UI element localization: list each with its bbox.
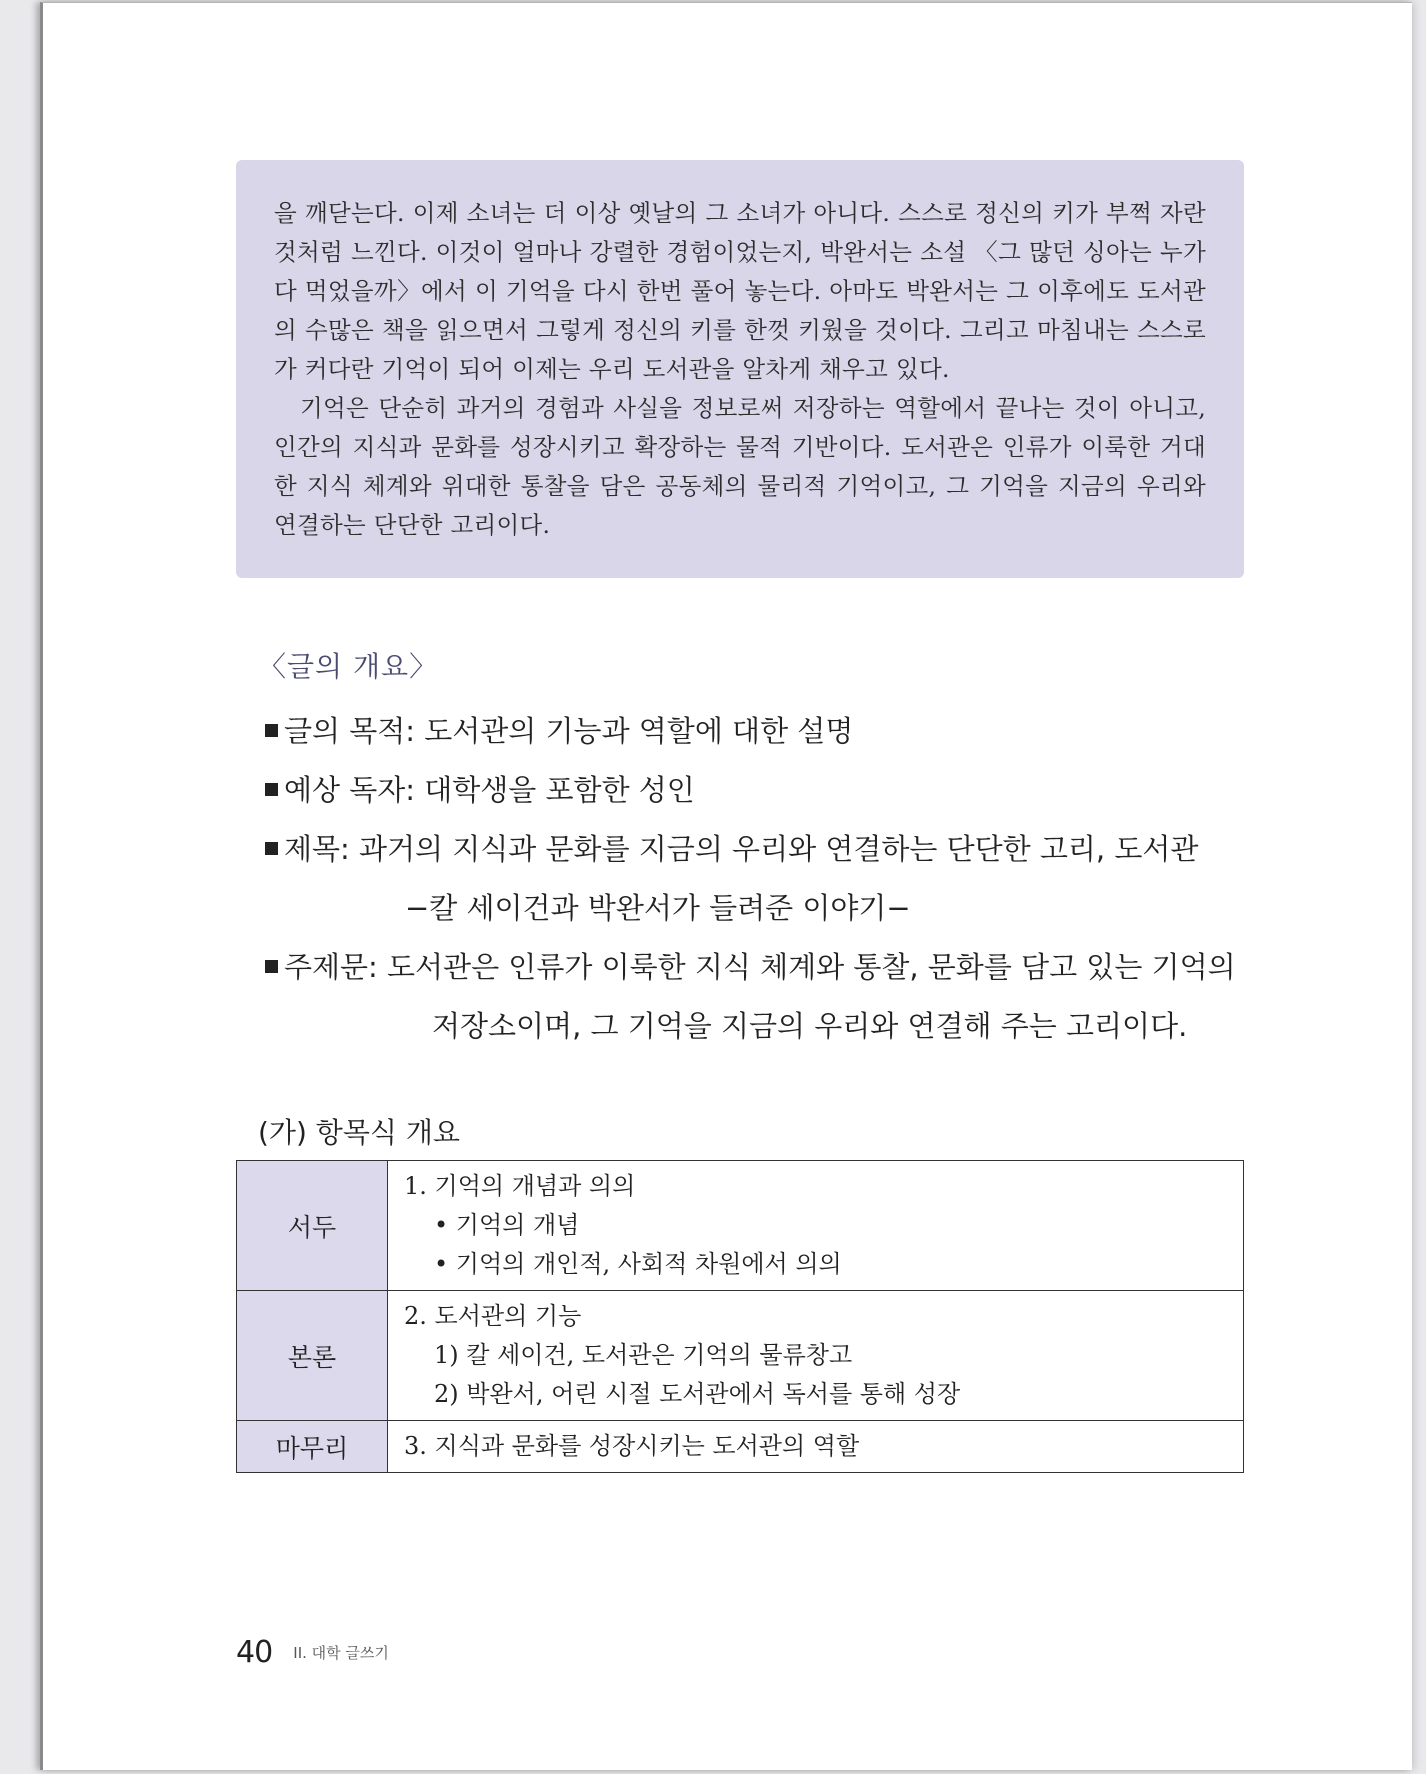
row-label: 서두 <box>237 1161 388 1291</box>
chapter-label: II. 대학 글쓰기 <box>293 1644 389 1662</box>
row-line: 1. 기억의 개념과 의의 <box>404 1172 636 1200</box>
table-row <box>237 1161 1244 1291</box>
outline-item-reader <box>265 768 695 809</box>
quote-paragraph-2: 기억은 단순히 과거의 경험과 사실을 정보로써 저장하는 역할에서 끝나는 것이 아니고, 인간의 지식과 문화를 성장시키고 확장하는 물적 기반이다. 도서관은 인류가 이룩한 거대한 지식 체계와 위대한 통찰을 담은 공동체의 물리적 기억이고, 그 기억을 지금의 우리와 연결하는 단단한 고리이다. <box>274 394 1206 539</box>
quote-paragraph-1: 을 깨닫는다. 이제 소녀는 더 이상 옛날의 그 소녀가 아니다. 스스로 정신의 키가 부쩍 자란 것처럼 느낀다. 이것이 얼마나 강렬한 경험이었는지, 박완서는 소설 〈그 많던 싱아는 누가 다 먹었을까〉에서 이 기억을 다시 한번 풀어 놓는다. 아마도 박완서는 그 이후에도 도서관의 수많은 책을 읽으면서 그렇게 정신의 키를 한껏 키웠을 것이다. 그리고 마침내는 스스로가 커다란 기억이 되어 이제는 우리 도서관을 알차게 채우고 있다. <box>274 199 1206 383</box>
outline-subtitle: −칼 세이건과 박완서가 들려준 이야기− <box>405 891 911 925</box>
outline-item-thesis <box>265 945 1236 986</box>
section-title: (가) 항목식 개요 <box>258 1116 460 1149</box>
row-label: 본론 <box>237 1291 388 1421</box>
row-label: 마무리 <box>237 1421 388 1473</box>
square-bullet-icon <box>265 960 278 973</box>
row-line: • 기억의 개념 <box>434 1211 580 1239</box>
outline-table <box>236 1160 1244 1473</box>
quoted-passage-box <box>236 160 1244 578</box>
page-number: 40 <box>236 1635 273 1670</box>
outline-item-purpose <box>265 709 853 750</box>
outline-reader-text: 예상 독자: 대학생을 포함한 성인 <box>284 773 695 807</box>
row-line: 3. 지식과 문화를 성장시키는 도서관의 역할 <box>404 1432 860 1460</box>
table-row <box>237 1291 1244 1421</box>
outline-heading-text: 제목: 과거의 지식과 문화를 지금의 우리와 연결하는 단단한 고리, 도서관 <box>284 832 1199 866</box>
outline-purpose-text: 글의 목적: 도서관의 기능과 역할에 대한 설명 <box>284 714 854 748</box>
row-content <box>388 1161 1244 1291</box>
page-footer <box>236 1635 389 1670</box>
book-page <box>40 2 1412 1770</box>
square-bullet-icon <box>265 842 278 855</box>
outline-item-heading <box>265 827 1198 868</box>
square-bullet-icon <box>265 783 278 796</box>
row-line: 2) 박완서, 어린 시절 도서관에서 독서를 통해 성장 <box>434 1380 961 1408</box>
outline-thesis-text: 주제문: 도서관은 인류가 이룩한 지식 체계와 통찰, 문화를 담고 있는 기억의 <box>284 950 1236 984</box>
row-line: 1) 칼 세이건, 도서관은 기억의 물류창고 <box>434 1341 853 1369</box>
outline-thesis-continuation: 저장소이며, 그 기억을 지금의 우리와 연결해 주는 고리이다. <box>432 1009 1188 1043</box>
row-line: • 기억의 개인적, 사회적 차원에서 의의 <box>434 1250 842 1278</box>
row-content <box>388 1421 1244 1473</box>
row-line: 2. 도서관의 기능 <box>404 1302 582 1330</box>
table-row <box>237 1421 1244 1473</box>
row-content <box>388 1291 1244 1421</box>
square-bullet-icon <box>265 724 278 737</box>
outline-title: 〈글의 개요〉 <box>258 650 439 683</box>
